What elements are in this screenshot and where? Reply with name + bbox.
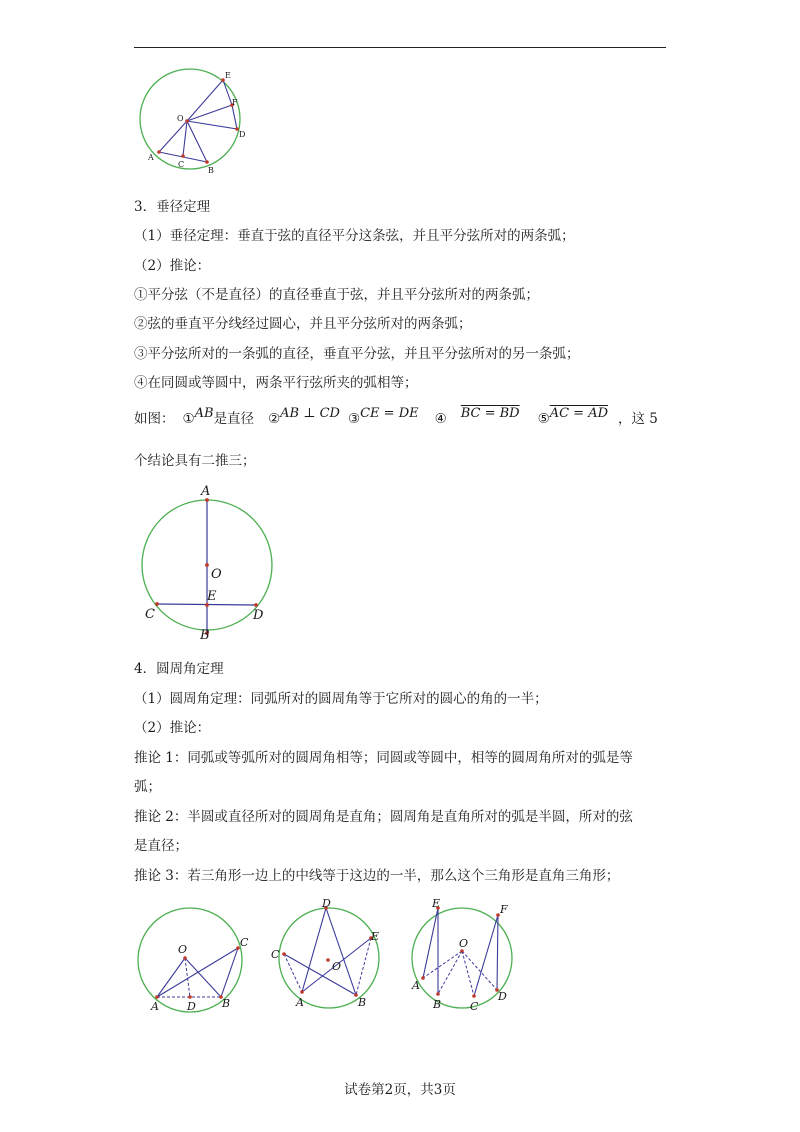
label-a: A [201,484,211,499]
label-o: O [332,960,342,973]
section-4-theorem: （1）圆周角定理：同弧所对的圆周角等于它所对的圆心的角的一半； [134,691,548,707]
label-d: D [498,990,507,1003]
section-3-theorem: （1）垂径定理：垂直于弦的直径平分这条弦，并且平分弦所对的两条弧； [134,228,575,244]
section-3-corollary-heading: （2）推论： [134,258,211,274]
section-4-corollary-heading: （2）推论： [134,720,211,736]
label-e: E [432,897,441,910]
label-a: A [151,1000,159,1013]
corollary-item: ①平分弦（不是直径）的直径垂直于弦，并且平分弦所对的两条弧； [134,287,539,303]
figure-inscribed-angle-2 [268,898,393,1018]
corollary-item: ④在同圆或等圆中，两条平行弦所夹的弧相等； [134,375,418,391]
figure-perpendicular-diameter [135,480,275,645]
label-f: F [232,98,238,107]
label-o: O [459,937,469,950]
section-3-title: 3．垂径定理 [134,199,211,215]
label-d: D [322,897,331,910]
label-o: O [177,114,184,123]
label-d: D [239,130,246,139]
corollary-1-cont: 弧； [134,779,161,795]
corollary-2: 推论 2：半圆或直径所对的圆周角是直角；圆周角是直角所对的弧是半圆，所对的弦 [134,809,633,825]
section-4-title: 4．圆周角定理 [134,661,224,677]
label-b: B [200,628,210,643]
label-e: E [207,589,217,604]
label-d: D [187,1000,196,1013]
label-c: C [271,948,280,961]
label-b: B [222,997,231,1010]
corollary-item: ③平分弦所对的一条弧的直径，垂直平分弦，并且平分弦所对的另一条弧； [134,346,580,362]
math-arc-ac-eq-ad: AC = AD [549,406,609,421]
label-b: B [208,166,214,175]
figure-conditions-line: 如图： ①AB是直径 ②AB ⊥ CD ③CE = DE ④ BC = BD ⑤AC = AD ，这 5 [134,406,658,427]
label-c: C [240,936,249,949]
label-a: A [412,979,420,992]
label-a: A [148,153,154,162]
label-c: C [470,1000,479,1013]
corollary-3: 推论 3：若三角形一边上的中线等于这边的一半，那么这个三角形是直角三角形； [134,868,620,884]
math-ce-eq-de: CE = DE [360,406,419,421]
header-rule [134,47,666,48]
label-c: C [178,160,185,169]
label-d: D [253,608,264,623]
label-e: E [225,71,231,80]
math-ab: AB [194,406,214,421]
figure-inscribed-angle-3 [405,898,530,1018]
label-a: A [296,996,304,1009]
math-ab-perp-cd: AB ⊥ CD [280,406,340,421]
label-e: E [371,930,380,943]
corollary-1: 推论 1：同弧或等弧所对的圆周角相等；同圆或等圆中，相等的圆周角所对的弧是等 [134,750,633,766]
corollary-2-cont: 是直径； [134,838,188,854]
label-c: C [145,607,155,622]
figure-circle-radii [135,66,250,176]
label-o: O [211,567,222,582]
label-f: F [500,903,508,916]
math-arc-bc-eq-bd: BC = BD [460,406,520,421]
section-3-continuation: 个结论具有二推三； [134,453,256,469]
figure-inscribed-angle-1 [135,902,260,1017]
label-b: B [358,996,367,1009]
label-o: O [178,943,188,956]
label-b: B [433,998,442,1011]
corollary-item: ②弦的垂直平分线经过圆心，并且平分弦所对的两条弧； [134,316,472,332]
page-footer: 试卷第2页，共3页 [344,1082,456,1098]
